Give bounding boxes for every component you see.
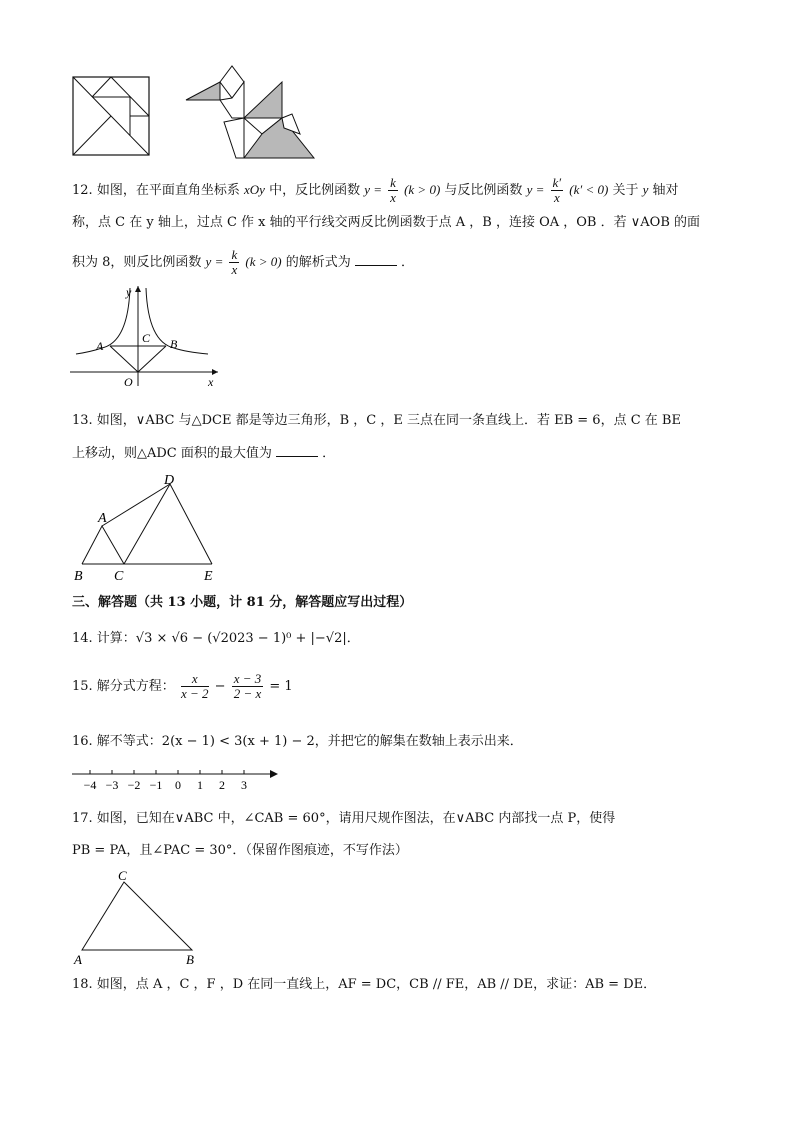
label-C: C xyxy=(142,331,151,345)
number-line-tick-label: −2 xyxy=(127,778,141,792)
q18-line: 18. 如图，点 A ，C ，F ，D 在同一直线上，AF = DC，CB // FE，AB // DE，求证：AB = DE． xyxy=(72,977,657,992)
number-line-tick-label: 0 xyxy=(175,778,181,792)
label-A: A xyxy=(98,511,107,526)
section-3-title: 三、解答题（共 13 小题，计 81 分，解答题应写出过程） xyxy=(72,595,413,610)
answer-blank xyxy=(355,253,397,266)
label-O: O xyxy=(124,375,133,389)
fraction-k-over-x: $\frac{k}{x}$ xyxy=(390,175,396,205)
q12-line-1: 12. 如图，在平面直角坐标系 xOy 中，反比例函数 y = $\frac{k}{x}$ (k > 0) 与反比例函数 y = $\frac{k'}{x}$ (k′ < 0) 关于 y 轴对 xyxy=(72,175,679,205)
number-line-tick-label: 1 xyxy=(197,778,203,792)
label-E: E xyxy=(204,569,213,584)
number-line-tick-label: −1 xyxy=(149,778,163,792)
tangram-bird-figure xyxy=(184,62,316,162)
label-B: B xyxy=(186,952,194,967)
number-line-tick-label: 3 xyxy=(241,778,247,792)
q17-line-2: PB = PA，且∠PAC = 30°．（保留作图痕迹，不写作法） xyxy=(72,843,408,858)
fraction-k-over-x-2: $\frac{k}{x}$ xyxy=(231,247,238,277)
q13-line-2: 上移动，则△ADC 面积的最大值为 ． xyxy=(72,446,336,461)
q12-line-3: 积为 8，则反比例函数 y = $\frac{k}{x}$ (k > 0) 的解析式为 ． xyxy=(72,247,415,277)
tangram-square-figure xyxy=(72,76,150,156)
q16-line: 16. 解不等式：2(x − 1) < 3(x + 1) − 2，并把它的解集在数轴上表示出来． xyxy=(72,734,523,749)
label-C: C xyxy=(118,868,127,883)
label-D: D xyxy=(164,473,175,488)
fraction-kprime-over-x: $\frac{k'}{x}$ xyxy=(552,175,562,205)
number-line-tick-label: 2 xyxy=(219,778,225,792)
q12-line-2: 称，点 C 在 y 轴上，过点 C 作 x 轴的平行线交两反比例函数于点 A ，B ，连接 OA ，OB ．若 ∨AOB 的面 xyxy=(72,215,700,230)
label-B: B xyxy=(170,337,178,351)
q13-line-1: 13. 如图，∨ABC 与△DCE 都是等边三角形，B ，C ，E 三点在同一条直线上．若 EB = 6，点 C 在 BE xyxy=(72,413,681,428)
fraction-1: $\frac{x}{x - 2}$ xyxy=(180,671,209,701)
number-line-tick-label: −4 xyxy=(83,778,97,792)
label-A: A xyxy=(96,339,104,353)
q12-hyperbola-figure xyxy=(68,282,224,390)
number-line xyxy=(70,764,282,794)
label-A: A xyxy=(74,952,82,967)
q14-line: 14. 计算：√3 × √6 − (√2023 − 1)⁰ + |−√2|． xyxy=(72,631,360,646)
answer-blank xyxy=(276,444,318,457)
number-line-tick-label: −3 xyxy=(105,778,119,792)
fraction-2: $\frac{x - 3}{2 - x}$ xyxy=(233,671,262,701)
label-B: B xyxy=(74,569,83,584)
q13-triangles-figure xyxy=(68,472,224,584)
q15-line: 15. 解分式方程： $\frac{x}{x - 2}$ − $\frac{x - 3}{2 - x}$ = 1 xyxy=(72,671,293,701)
label-C: C xyxy=(114,569,124,584)
q17-triangle-figure xyxy=(68,866,208,970)
q17-line-1: 17. 如图，已知在∨ABC 中，∠CAB = 60°，请用尺规作图法，在∨ABC 内部找一点 P，使得 xyxy=(72,811,616,826)
label-y: y xyxy=(126,285,132,299)
label-x: x xyxy=(208,375,214,389)
